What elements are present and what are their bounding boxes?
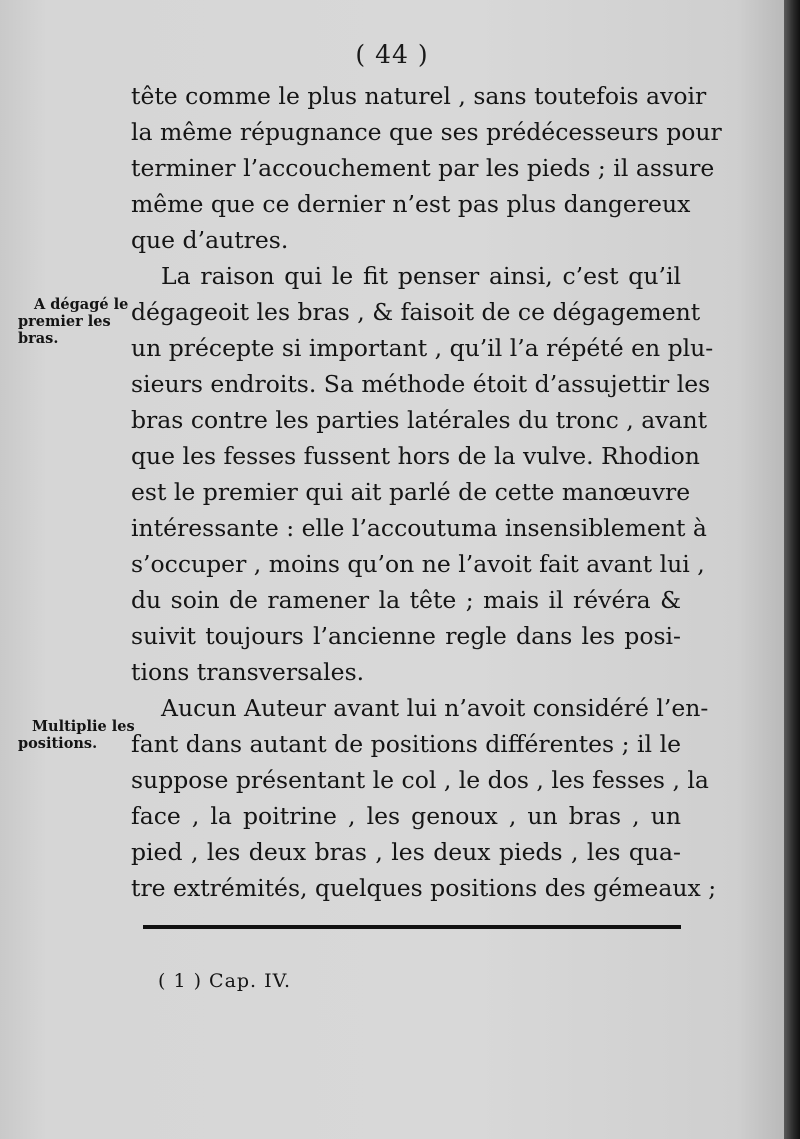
text-line: fant dans autant de positions différentes ; il le: [131, 730, 681, 758]
text-line: la même répugnance que ses prédécesseurs pour: [131, 118, 722, 146]
text-line: bras contre les parties latérales du tronc , avant: [131, 406, 708, 434]
text-line: un précepte si important , qu’il l’a répété en plu-: [131, 334, 714, 362]
text-line: intéressante : elle l’accoutuma insensiblement à: [131, 514, 707, 542]
page-number: ( 44 ): [355, 40, 429, 69]
footnote-divider: [143, 925, 681, 929]
page-edge-shadow: [784, 0, 800, 1139]
text-line: Aucun Auteur avant lui n’avoit considéré l’en-: [161, 694, 709, 722]
text-line: tre extrémités, quelques positions des gémeaux ;: [131, 874, 717, 902]
text-line: dégageoit les bras , & faisoit de ce dégagement: [131, 298, 701, 326]
text-line: que d’autres.: [131, 226, 289, 254]
text-line: du soin de ramener la tête ; mais il révéra &: [131, 586, 681, 614]
text-line: terminer l’accouchement par les pieds ; il assure: [131, 154, 715, 182]
text-line: tête comme le plus naturel , sans toutefois avoir: [131, 82, 707, 110]
text-line: s’occuper , moins qu’on ne l’avoit fait avant lui ,: [131, 550, 705, 578]
text-line: même que ce dernier n’est pas plus dangereux: [131, 190, 691, 218]
text-line: suppose présentant le col , le dos , les fesses , la: [131, 766, 709, 794]
text-line: que les fesses fussent hors de la vulve. Rhodion: [131, 442, 700, 470]
margin-note-1-line-1: A dégagé le: [34, 296, 129, 313]
text-line: tions transversales.: [131, 658, 365, 686]
margin-note-1-line-2: premier les: [18, 313, 111, 330]
margin-note-2-line-2: positions.: [18, 735, 98, 752]
text-line: pied , les deux bras , les deux pieds , les qua-: [131, 838, 681, 866]
text-line: suivit toujours l’ancienne regle dans les posi-: [131, 622, 681, 650]
text-line: face , la poitrine , les genoux , un bras , un: [131, 802, 681, 830]
text-line: La raison qui le fit penser ainsi, c’est qu’il: [161, 262, 681, 290]
footnote: ( 1 ) Cap. IV.: [158, 970, 292, 992]
margin-note-1-line-3: bras.: [18, 330, 59, 347]
margin-note-2-line-1: Multiplie les: [32, 718, 135, 735]
text-line: sieurs endroits. Sa méthode étoit d’assujettir les: [131, 370, 711, 398]
text-line: est le premier qui ait parlé de cette manœuvre: [131, 478, 691, 506]
